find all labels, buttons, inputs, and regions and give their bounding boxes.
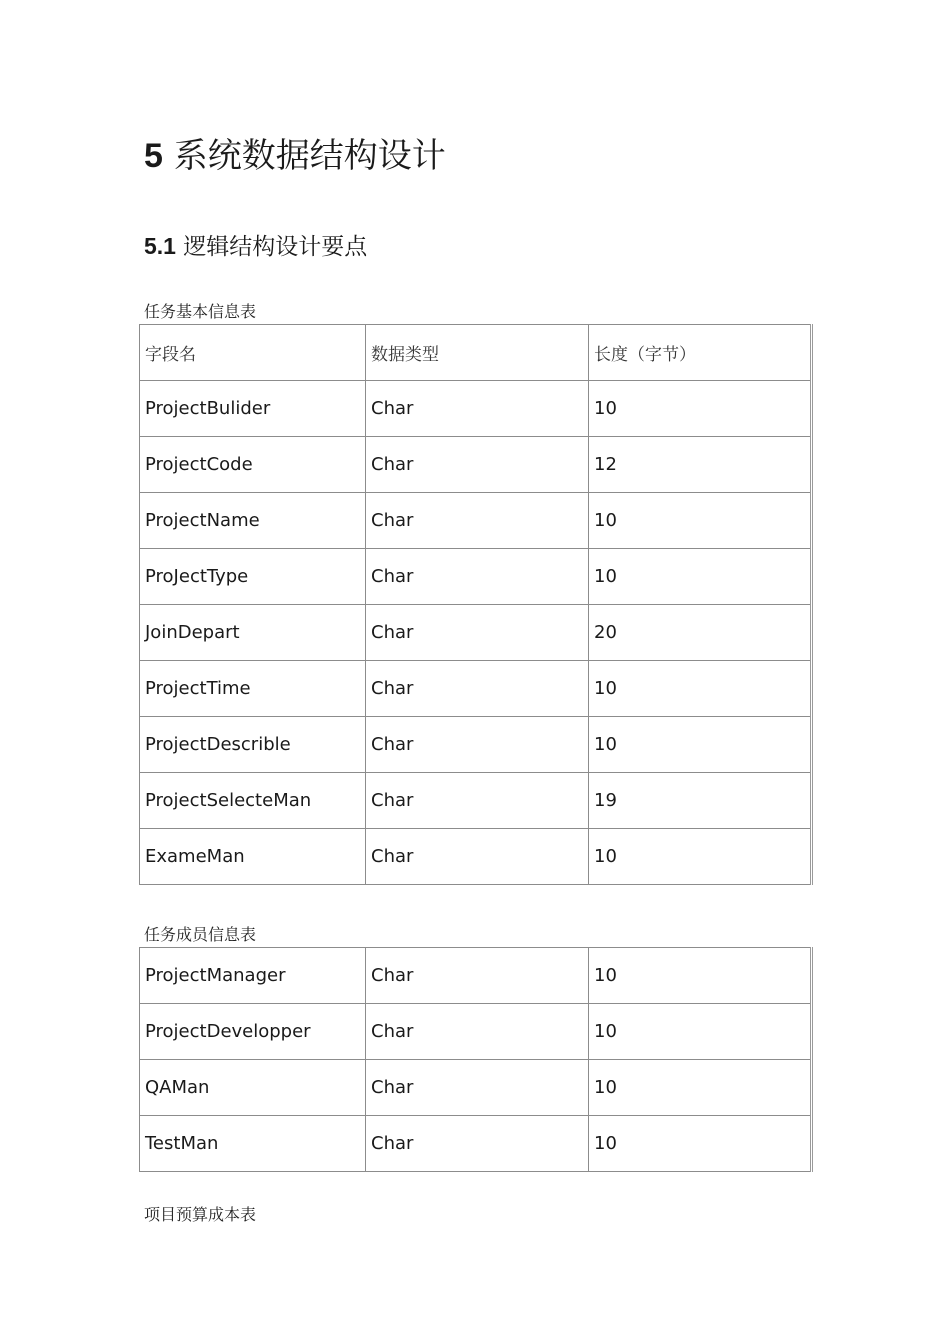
length-cell: 12 bbox=[589, 437, 812, 493]
subsection-heading bbox=[144, 230, 367, 263]
field-name-cell: JoinDepart bbox=[140, 605, 366, 661]
section-heading bbox=[144, 134, 446, 178]
data-type-cell: Char bbox=[366, 549, 589, 605]
table-row bbox=[140, 1004, 812, 1060]
data-type-cell: Char bbox=[366, 1060, 589, 1116]
table-row bbox=[140, 437, 812, 493]
table-row bbox=[140, 381, 812, 437]
table-row bbox=[140, 605, 812, 661]
field-name-cell: ProjectDescrible bbox=[140, 717, 366, 773]
header-cell-length: 长度（字节） bbox=[589, 325, 812, 381]
table-row bbox=[140, 549, 812, 605]
table1-caption: 任务基本信息表 bbox=[144, 302, 257, 321]
header-cell-data-type: 数据类型 bbox=[366, 325, 589, 381]
data-type-cell: Char bbox=[366, 948, 589, 1004]
length-cell: 10 bbox=[589, 717, 812, 773]
data-type-cell: Char bbox=[366, 493, 589, 549]
table-row bbox=[140, 1060, 812, 1116]
field-name-cell: ProjectManager bbox=[140, 948, 366, 1004]
task-basic-info-table bbox=[139, 324, 813, 885]
length-cell: 10 bbox=[589, 549, 812, 605]
table-row bbox=[140, 717, 812, 773]
data-type-cell: Char bbox=[366, 437, 589, 493]
field-name-cell: ExameMan bbox=[140, 829, 366, 885]
table-row bbox=[140, 773, 812, 829]
subsection-title: 逻辑结构设计要点 bbox=[183, 234, 368, 260]
length-cell: 10 bbox=[589, 1060, 812, 1116]
field-name-cell: ProjectSelecteMan bbox=[140, 773, 366, 829]
task-member-info-table bbox=[139, 947, 813, 1172]
field-name-cell: ProjectName bbox=[140, 493, 366, 549]
data-type-cell: Char bbox=[366, 1116, 589, 1172]
data-type-cell: Char bbox=[366, 661, 589, 717]
table-row bbox=[140, 1116, 812, 1172]
section-number: 5 bbox=[144, 137, 163, 175]
table-row bbox=[140, 948, 812, 1004]
data-type-cell: Char bbox=[366, 381, 589, 437]
data-type-cell: Char bbox=[366, 717, 589, 773]
table-header-row bbox=[140, 325, 812, 381]
table-row bbox=[140, 493, 812, 549]
data-type-cell: Char bbox=[366, 829, 589, 885]
length-cell: 10 bbox=[589, 1004, 812, 1060]
length-cell: 10 bbox=[589, 948, 812, 1004]
field-name-cell: ProjectTime bbox=[140, 661, 366, 717]
data-type-cell: Char bbox=[366, 773, 589, 829]
field-name-cell: ProjectCode bbox=[140, 437, 366, 493]
length-cell: 19 bbox=[589, 773, 812, 829]
field-name-cell: ProjectDevelopper bbox=[140, 1004, 366, 1060]
subsection-number: 5.1 bbox=[144, 233, 176, 259]
length-cell: 10 bbox=[589, 829, 812, 885]
table-row bbox=[140, 661, 812, 717]
length-cell: 10 bbox=[589, 493, 812, 549]
table3-caption: 项目预算成本表 bbox=[144, 1205, 257, 1224]
length-cell: 10 bbox=[589, 381, 812, 437]
data-type-cell: Char bbox=[366, 605, 589, 661]
table2-caption: 任务成员信息表 bbox=[144, 925, 257, 944]
field-name-cell: ProJectType bbox=[140, 549, 366, 605]
length-cell: 10 bbox=[589, 1116, 812, 1172]
field-name-cell: ProjectBulider bbox=[140, 381, 366, 437]
field-name-cell: TestMan bbox=[140, 1116, 366, 1172]
field-name-cell: QAMan bbox=[140, 1060, 366, 1116]
length-cell: 20 bbox=[589, 605, 812, 661]
length-cell: 10 bbox=[589, 661, 812, 717]
header-cell-field-name: 字段名 bbox=[140, 325, 366, 381]
data-type-cell: Char bbox=[366, 1004, 589, 1060]
table-row bbox=[140, 829, 812, 885]
section-title: 系统数据结构设计 bbox=[173, 136, 446, 176]
